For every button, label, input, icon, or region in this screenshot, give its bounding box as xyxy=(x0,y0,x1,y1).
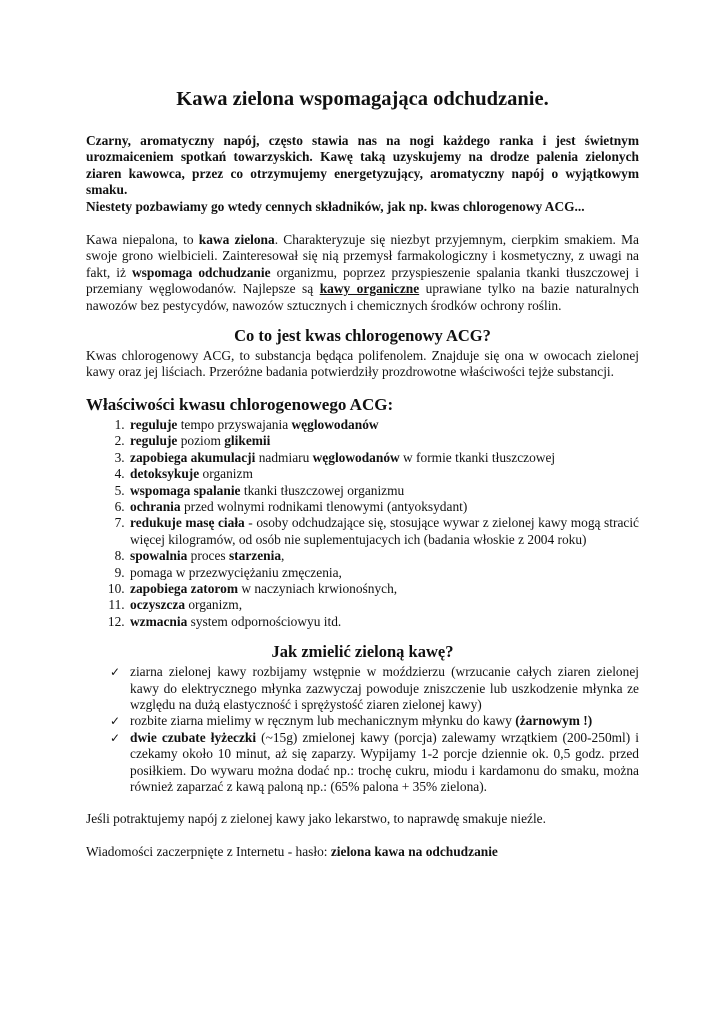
document-title: Kawa zielona wspomagająca odchudzanie. xyxy=(176,88,549,110)
list-item: 7. redukuje masę ciała - osoby odchudzające się, stosujące wywar z zielonej kawy mogą stracić więcej kilogramów, od osób nie suplementujacych ich (badania włoskie z 2004 roku) xyxy=(128,515,639,548)
list-item: 9. pomaga w przezwyciężaniu zmęczenia, xyxy=(128,565,639,581)
grinding-steps-list xyxy=(86,664,639,795)
list-item: 10. zapobiega zatorom w naczyniach krwionośnych, xyxy=(128,581,639,597)
intro-tail: Niestety pozbawiamy go wtedy cennych składników, jak np. kwas chlorogenowy ACG... xyxy=(86,198,585,214)
list-item: 12. wzmacnia system odpornościowyu itd. xyxy=(128,614,639,630)
checkmark-icon: ✓ xyxy=(110,714,121,729)
list-item: 4. detoksykuje organizm xyxy=(128,466,639,482)
section-heading-acg: Co to jest kwas chlorogenowy ACG? xyxy=(234,326,491,346)
list-item: 2. reguluje poziom glikemii xyxy=(128,433,639,449)
checkmark-icon: ✓ xyxy=(110,665,121,680)
list-item: ✓ dwie czubate łyżeczki (~15g) zmielonej kawy (porcja) zalewamy wrzątkiem (200-250ml) i czekamy około 10 minut, aż się zaparzy. Wypijamy 1-2 porcje dziennie ok. 0,5 godz. przed posiłkiem. Do wywaru można dodać np.: trochę cukru, miodu i kardamonu do smaku, można również zaparzać z kawą paloną np.: (65% palona + 35% zielona). xyxy=(110,729,639,794)
section-heading-grinding: Jak zmielić zieloną kawę? xyxy=(271,642,454,662)
list-item: 6. ochrania przed wolnymi rodnikami tlenowymi (antyoksydant) xyxy=(128,499,639,515)
list-item: 5. wspomaga spalanie tkanki tłuszczowej organizmu xyxy=(128,483,639,499)
properties-list xyxy=(86,417,639,630)
list-item: ✓ rozbite ziarna mielimy w ręcznym lub mechanicznym młynku do kawy (żarnowym !) xyxy=(110,713,593,729)
source-paragraph: Wiadomości zaczerpnięte z Internetu - hasło: zielona kawa na odchudzanie xyxy=(86,843,498,859)
intro-paragraph: Czarny, aromatyczny napój, często stawia nas na nogi każdego ranka i jest świetnym urozmaiceniem spotkań towarzyskich. Kawę taką uzyskujemy na drodze palenia zielonych ziaren kawowca, przez co otrzymujemy energetyzujący, aromatyczny napój o wyjątkowym smaku. xyxy=(86,133,639,198)
list-item: 1. reguluje tempo przyswajania węglowodanów xyxy=(128,417,639,433)
list-item: 11. oczyszcza organizm, xyxy=(128,597,639,613)
checkmark-icon: ✓ xyxy=(110,730,121,745)
acg-paragraph: Kwas chlorogenowy ACG, to substancja będąca polifenolem. Znajduje się ona w owocach zielonej kawy oraz jej liściach. Przeróżne badania potwierdziły prozdrowotne właściwości tejże substancji. xyxy=(86,348,639,380)
list-item: 3. zapobiega akumulacji nadmiaru węglowodanów w formie tkanki tłuszczowej xyxy=(128,450,639,466)
document-page xyxy=(86,88,639,860)
organic-coffee-link[interactable]: kawy organiczne xyxy=(319,281,420,297)
green-coffee-paragraph: Kawa niepalona, to kawa zielona. Charakteryzuje się niezbyt przyjemnym, cierpkim smakiem. Ma swoje grono wielbicieli. Zainteresował się nią przemysł farmakologiczny i kosmetyczny, z uwagi na fakt, iż wspomaga odchudzanie organizmu, poprzez przyspieszenie spalania tkanki tłuszczowej i przemiany węglowodanów. Najlepsze są kawy organiczne uprawiane tylko na bazie naturalnych nawozów bez pestycydów, nawozów sztucznych i chemicznych środków ochrony roślin. xyxy=(86,232,639,313)
list-item: ✓ ziarna zielonej kawy rozbijamy wstępnie w moździerzu (wrzucanie całych ziaren zielonej kawy do elektrycznego młynka zazwyczaj powoduje zniszczenie lub uszkodzenie młynka ze względu na dużą elastyczność i sprężystość ziaren zielonej kawy) xyxy=(110,664,639,712)
closing-paragraph: Jeśli potraktujemy napój z zielonej kawy jako lekarstwo, to naprawdę smakuje nieźle. xyxy=(86,811,546,827)
list-item: 8. spowalnia proces starzenia, xyxy=(128,548,639,564)
section-heading-properties: Właściwości kwasu chlorogenowego ACG: xyxy=(86,394,394,414)
